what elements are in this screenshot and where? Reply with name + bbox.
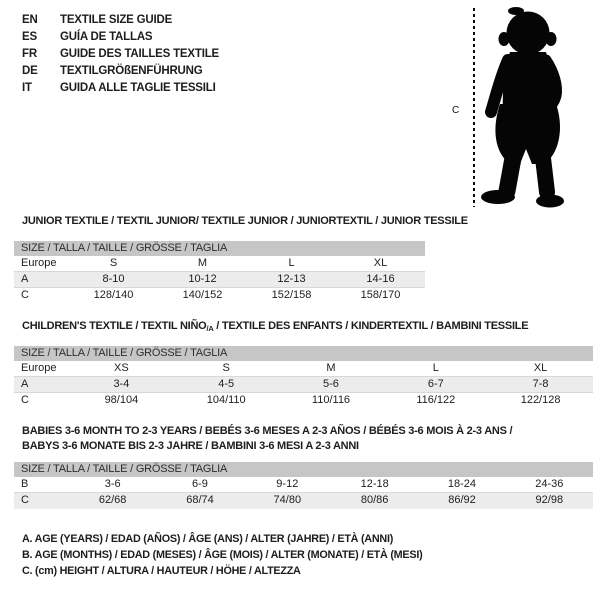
children-title-text: / TEXTILE DES ENFANTS / KINDERTEXTIL / BAMBINI TESSILE xyxy=(213,320,529,332)
table-cell: 5-6 xyxy=(323,378,339,390)
table-cell: XL xyxy=(373,257,388,269)
table-cell: 6-7 xyxy=(427,378,444,390)
table-cell: 86/92 xyxy=(448,494,476,506)
table-row-europe xyxy=(14,256,425,272)
table-row-age-years xyxy=(14,377,593,393)
baby-silhouette xyxy=(480,6,576,210)
language-row xyxy=(22,63,219,80)
table-row-age-years xyxy=(14,272,425,288)
junior-size-table xyxy=(14,241,425,304)
language-row xyxy=(22,12,219,29)
table-row-height xyxy=(14,288,425,304)
table-cell: 3-6 xyxy=(104,478,121,490)
table-cell: 3-4 xyxy=(113,378,130,390)
language-title: TEXTILE SIZE GUIDE xyxy=(60,14,173,26)
table-row-height xyxy=(14,393,593,409)
height-measure-dotted-line xyxy=(473,8,475,207)
junior-section-title: JUNIOR TEXTILE / TEXTIL JUNIOR/ TEXTILE JUNIOR / JUNIORTEXTIL / JUNIOR TESSILE xyxy=(22,215,468,227)
row-label: C xyxy=(21,494,29,506)
table-cell: 68/74 xyxy=(186,494,214,506)
row-label: A xyxy=(21,273,29,285)
table-cell: 80/86 xyxy=(360,494,389,506)
row-label: A xyxy=(21,378,29,390)
babies-size-table xyxy=(14,462,593,509)
babies-title-line1: BABIES 3-6 MONTH TO 2-3 YEARS / BEBÉS 3-6 MESES A 2-3 AÑOS / BÉBÉS 3-6 MOIS À 2-3 ANS / xyxy=(22,425,513,437)
language-title: TEXTILGRÖßENFÜHRUNG xyxy=(60,65,203,77)
table-cell: L xyxy=(288,257,295,269)
table-cell: 10-12 xyxy=(188,273,217,285)
size-header-bar: SIZE / TALLA / TAILLE / GRÖSSE / TAGLIA xyxy=(14,241,425,256)
table-cell: 12-18 xyxy=(360,478,389,490)
height-measure-label: C xyxy=(452,105,460,116)
table-cell: M xyxy=(197,257,208,269)
table-cell: 104/110 xyxy=(206,394,246,406)
language-row xyxy=(22,29,219,46)
table-cell: 6-9 xyxy=(192,478,208,490)
row-label: C xyxy=(21,394,29,406)
language-code: IT xyxy=(22,82,32,94)
language-row xyxy=(22,46,219,63)
baby-leg-left xyxy=(507,158,513,191)
table-cell: 4-5 xyxy=(218,378,235,390)
baby-foot-left xyxy=(481,190,515,204)
table-cell: 24-36 xyxy=(535,478,564,490)
row-label: Europe xyxy=(21,362,57,374)
legend-notes xyxy=(22,531,422,579)
legend-note-c: C. (cm) HEIGHT / ALTURA / HAUTEUR / HÖHE / ALTEZZA xyxy=(22,565,301,577)
table-cell: 158/170 xyxy=(360,289,401,301)
language-title: GUIDE DES TAILLES TEXTILE xyxy=(60,48,219,60)
table-cell: 98/104 xyxy=(104,394,139,406)
baby-leg-right xyxy=(543,158,547,192)
table-cell: S xyxy=(222,362,230,374)
language-list xyxy=(22,12,219,97)
table-cell: 128/140 xyxy=(93,289,134,301)
table-cell: XL xyxy=(533,362,548,374)
table-cell: 152/158 xyxy=(271,289,312,301)
table-cell: 116/122 xyxy=(416,394,456,406)
size-header-bar: SIZE / TALLA / TAILLE / GRÖSSE / TAGLIA xyxy=(14,462,593,477)
babies-section-title xyxy=(22,424,512,454)
children-title-text: CHILDREN'S TEXTILE / TEXTIL NIÑO xyxy=(22,320,207,332)
table-cell: M xyxy=(326,362,336,374)
legend-note-b: B. AGE (MONTHS) / EDAD (MESES) / ÂGE (MOIS) / ALTER (MONATE) / ETÀ (MESI) xyxy=(22,549,423,561)
language-code: FR xyxy=(22,48,37,60)
baby-foot-right xyxy=(536,195,564,208)
table-cell: XS xyxy=(114,362,129,374)
row-label: B xyxy=(21,478,29,490)
language-title: GUÍA DE TALLAS xyxy=(60,31,153,43)
table-cell: 110/116 xyxy=(311,394,351,406)
table-cell: 74/80 xyxy=(273,494,302,506)
table-row-age-months xyxy=(14,477,593,493)
language-row xyxy=(22,80,219,97)
table-cell: 122/128 xyxy=(520,394,561,406)
table-cell: S xyxy=(109,257,118,269)
language-code: EN xyxy=(22,14,38,26)
table-cell: 8-10 xyxy=(102,273,125,285)
baby-head xyxy=(507,12,550,55)
table-cell: 9-12 xyxy=(276,478,299,490)
table-cell: L xyxy=(432,362,439,374)
language-code: DE xyxy=(22,65,38,77)
language-code: ES xyxy=(22,31,37,43)
table-cell: 92/98 xyxy=(535,494,564,506)
legend-note-a: A. AGE (YEARS) / EDAD (AÑOS) / ÂGE (ANS) / ALTER (JAHRE) / ETÀ (ANNI) xyxy=(22,533,394,545)
table-row-europe xyxy=(14,361,593,377)
table-cell: 140/152 xyxy=(182,289,223,301)
table-cell: 62/68 xyxy=(98,494,127,506)
language-title: GUIDA ALLE TAGLIE TESSILI xyxy=(60,82,216,94)
size-header-bar: SIZE / TALLA / TAILLE / GRÖSSE / TAGLIA xyxy=(14,346,593,361)
children-section-title xyxy=(22,320,528,333)
children-size-table xyxy=(14,346,593,409)
table-row-height xyxy=(14,493,593,509)
table-cell: 7-8 xyxy=(532,378,549,390)
table-cell: 12-13 xyxy=(277,273,306,285)
table-cell: 14-16 xyxy=(366,273,395,285)
children-title-subscript: /A xyxy=(206,324,214,333)
row-label: Europe xyxy=(21,257,57,269)
table-cell: 18-24 xyxy=(447,478,477,490)
row-label: C xyxy=(21,289,29,301)
babies-title-line2: BABYS 3-6 MONATE BIS 2-3 JAHRE / BAMBINI 3-6 MESI A 2-3 ANNI xyxy=(22,440,359,452)
